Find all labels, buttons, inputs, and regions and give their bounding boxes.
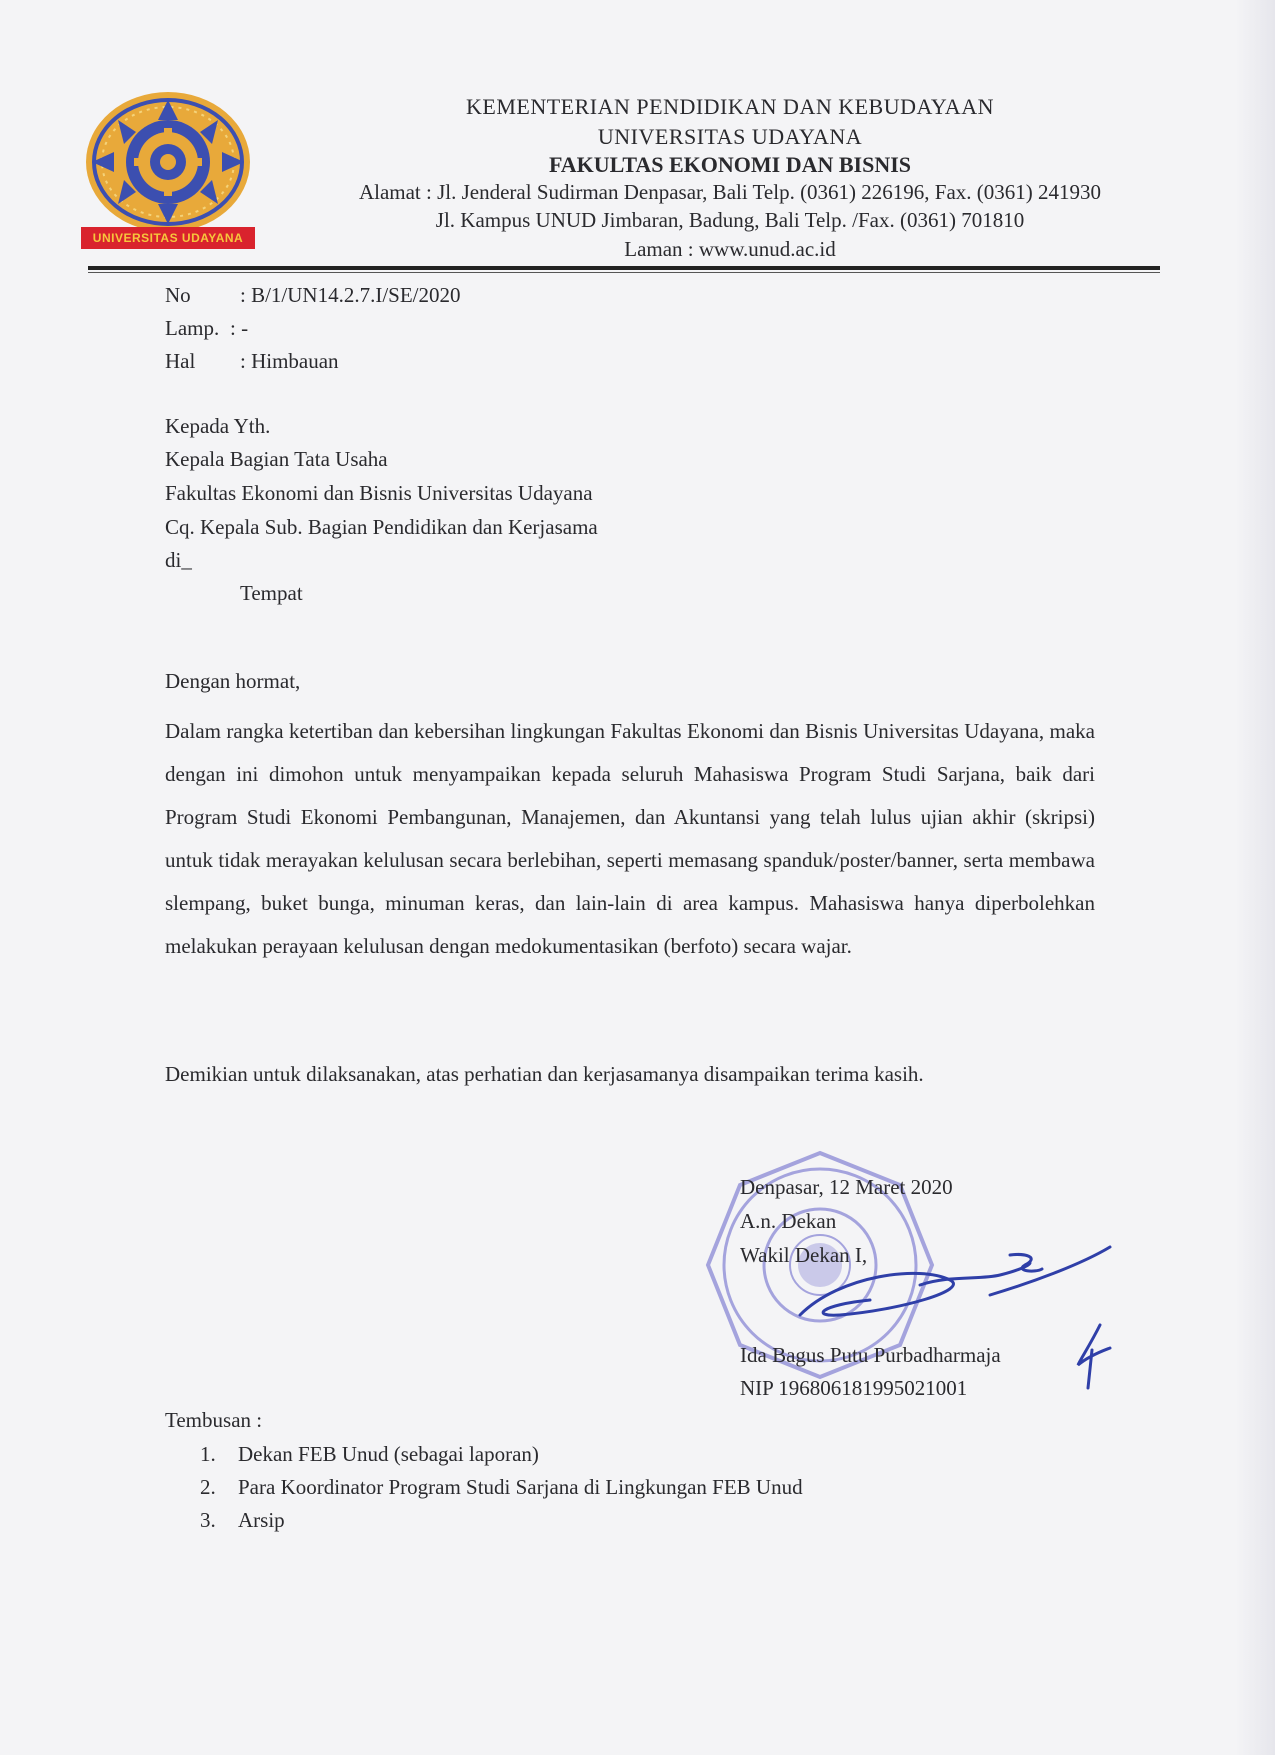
signature-on-behalf: A.n. Dekan (740, 1209, 837, 1233)
cc-item-text: Arsip (238, 1508, 285, 1532)
ref-lamp-value: : - (230, 316, 249, 340)
ministry-name: KEMENTERIAN PENDIDIKAN DAN KEBUDAYAAN (466, 94, 994, 119)
university-name: UNIVERSITAS UDAYANA (597, 124, 863, 149)
ref-no-label: No (165, 283, 191, 307)
recipient-line: Kepala Bagian Tata Usaha (165, 447, 388, 471)
cc-title: Tembusan : (165, 1408, 263, 1432)
ref-lamp-label: Lamp. (165, 316, 220, 340)
ref-no-value: : B/1/UN14.2.7.I/SE/2020 (240, 283, 461, 307)
cc-item-text: Para Koordinator Program Studi Sarjana di Lingkungan FEB Unud (238, 1475, 803, 1499)
logo-label: UNIVERSITAS UDAYANA (81, 227, 255, 249)
cc-item (200, 1442, 539, 1467)
signatory-name: Ida Bagus Putu Purbadharmaja (740, 1343, 1001, 1367)
greeting: Dengan hormat, (165, 669, 301, 693)
cc-item-number: 1. (200, 1442, 216, 1466)
ref-hal-label: Hal (165, 349, 196, 373)
cc-item-number: 2. (200, 1475, 216, 1499)
cc-item-text: Dekan FEB Unud (sebagai laporan) (238, 1442, 539, 1466)
initial-mark (1070, 1320, 1120, 1390)
letterhead-divider-thin (88, 272, 1160, 273)
address-line-1: Alamat : Jl. Jenderal Sudirman Denpasar, Bali Telp. (0361) 226196, Fax. (0361) 241930 (358, 180, 1102, 204)
recipient-line: Fakultas Ekonomi dan Bisnis Universitas Udayana (165, 481, 593, 505)
recipient-line: di_ (165, 548, 192, 572)
website-line: Laman : www.unud.ac.id (624, 237, 836, 261)
closing-sentence: Demikian untuk dilaksanakan, atas perhatian dan kerjasamanya disampaikan terima kasih. (165, 1062, 924, 1086)
cc-item (200, 1508, 285, 1533)
ref-hal-value: : Himbauan (240, 349, 339, 373)
signature-place-date: Denpasar, 12 Maret 2020 (740, 1175, 953, 1199)
signature-position: Wakil Dekan I, (740, 1243, 868, 1267)
recipient-line: Kepada Yth. (165, 414, 271, 438)
scan-edge-shadow (1235, 0, 1275, 1755)
address-line-2: Jl. Kampus UNUD Jimbaran, Badung, Bali Telp. /Fax. (0361) 701810 (435, 208, 1025, 232)
signatory-nip: NIP 196806181995021001 (740, 1376, 968, 1400)
recipient-line: Cq. Kepala Sub. Bagian Pendidikan dan Kerjasama (165, 515, 598, 539)
recipient-place: Tempat (240, 581, 303, 605)
body-paragraph: Dalam rangka ketertiban dan kebersihan lingkungan Fakultas Ekonomi dan Bisnis Universitas Udayana, maka dengan ini dimohon untuk menyampaikan kepada seluruh Mahasiswa Program Studi Sarjana, baik dari Program Studi Ekonomi Pembangunan, Manajemen, dan Akuntansi yang telah lulus ujian akhir (skripsi) untuk tidak merayakan kelulusan secara berlebihan, seperti memasang spanduk/poster/banner, serta membawa slempang, buket bunga, minuman keras, dan lain-lain di area kampus. Mahasiswa hanya diperbolehkan melakukan perayaan kelulusan dengan medokumentasikan (berfoto) secara wajar. (165, 719, 1095, 958)
cc-item (200, 1475, 803, 1500)
letterhead-divider (88, 266, 1160, 270)
faculty-name: FAKULTAS EKONOMI DAN BISNIS (548, 152, 912, 177)
cc-item-number: 3. (200, 1508, 216, 1532)
